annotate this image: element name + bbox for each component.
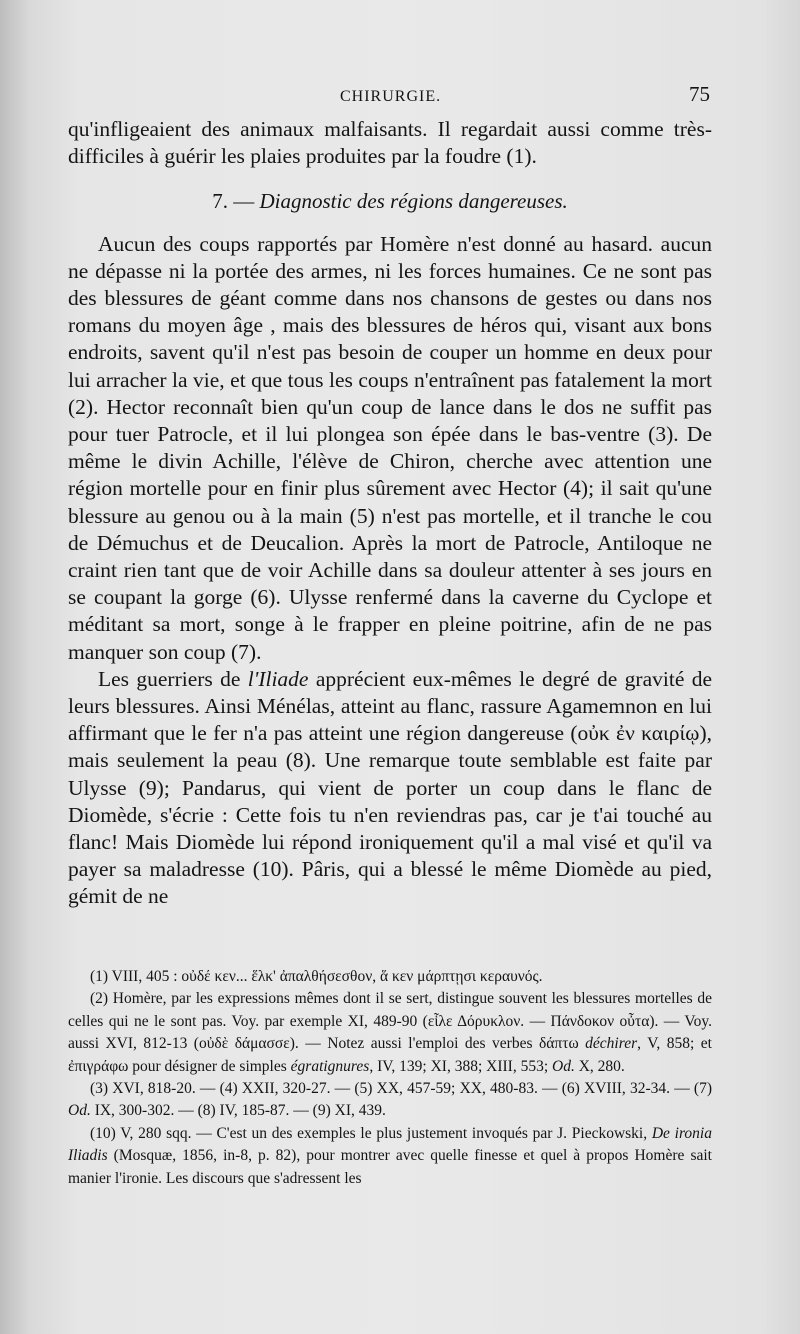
footnotes-3-9-text: (3) XVI, 818-20. — (4) XXII, 320-27. — (5) XX, 457-59; XX, 480-83. — (6) XVIII, 32-34. — (7) <box>90 1080 712 1098</box>
footnotes-3-9-text-b: IX, 300-302. — (8) IV, 185-87. — (9) XI, 439. <box>90 1102 386 1120</box>
page-number: 75 <box>689 82 710 106</box>
footnote-2-italic-od: Od. <box>552 1057 575 1075</box>
section-heading <box>68 188 712 215</box>
footnote-10-text: (10) V, 280 sqq. — C'est un des exemples le plus justement invoqués par J. Pieckowski, <box>90 1124 652 1142</box>
footnote-2-text: (2) Homère, par les expressions mêmes dont il se sert, distingue souvent les blessures mortelles de celles qui ne le sont pas. Voy. par exemple XI, 489-90 (εἷλε Δόρυκλον. — Πάνδοκον οὖτα). — Voy. aussi XVI, 812-13 (οὐδὲ δάμασσε). — Notez aussi l'emploi des verbes δάπτω <box>68 990 712 1053</box>
paragraph-1: Aucun des coups rapportés par Homère n'est donné au hasard. aucun ne dépasse ni la portée des armes, ni les forces humaines. Ce ne sont pas des blessures de géant comme dans nos chansons de gestes ou dans nos romans du moyen âge , mais des blessures de héros qui, visant aux bons endroits, savent qu'il n'est pas besoin de couper un homme en deux pour lui arracher la vie, et que tous les coups n'entraînent pas fatalement la mort (2). Hector reconnaît bien qu'un coup de lance dans le dos ne suffit pas pour tuer Patrocle, et il lui plongea son épée dans le bas-ventre (3). De même le divin Achille, l'élève de Chiron, cherche avec attention une région mortelle pour en finir plus sûrement avec Hector (4); il sait qu'une blessure au genou ou à la main (5) n'est pas mortelle, et il tranche le cou de Démuchus et de Deucalion. Après la mort de Patrocle, Antiloque ne craint rien tant que de voir Achille dans sa douleur attenter à ses jours en se coupant la gorge (6). Ulysse renfermé dans la caverne du Cyclope et méditant sa mort, songe à le frapper en pleine poitrine, afin de ne pas manquer son coup (7). <box>68 231 712 664</box>
footnote-2-text-d: X, 280. <box>574 1057 625 1075</box>
running-head <box>70 82 710 114</box>
footnotes-3-9-italic-od: Od. <box>68 1102 91 1120</box>
running-title: CHIRURGIE. <box>340 88 442 105</box>
footnote-10-text-b: (Mosquæ, 1856, in-8, p. 82), pour montrer avec quelle finesse et quel à propos Homère sait manier l'ironie. Les discours que s'adressent les <box>68 1147 712 1187</box>
body-text <box>68 116 712 911</box>
footnote-10 <box>68 1123 712 1190</box>
iliade-title: l'Iliade <box>247 666 309 691</box>
footnote-2 <box>68 988 712 1078</box>
footnote-2-italic-dechirer: déchirer <box>585 1035 638 1053</box>
paragraph-2-rest: apprécient eux-mêmes le degré de gravité de leurs blessures. Ainsi Ménélas, atteint au flanc, rassure Agamemnon en lui affirmant que le fer n'a pas atteint une région dangereuse (οὐκ ἐν καιρίῳ), mais seulement la peau (8). Une remarque toute semblable est faite par Ulysse (9); Pandarus, qui vient de porter un coup dans le flanc de Diomède, s'écrie : Cette fois tu n'en reviendras pas, car je t'ai touché au flanc! Mais Diomède lui répond ironiquement qu'il a mal visé et qu'il va payer sa maladresse (10). Pâris, qui a blessé le même Diomède au pied, gémit de ne <box>68 666 712 909</box>
opening-paragraph: qu'infligeaient des animaux malfaisants. Il regardait aussi comme très-difficiles à guérir les plaies produites par la foudre (1). <box>68 117 712 169</box>
section-number: 7. — <box>212 189 255 214</box>
footnote-1: (1) VIII, 405 : οὐδέ κεν... ἕλκ' ἀπαλθήσεσθον, ἅ κεν μάρπτῃσι κεραυνός. <box>90 968 543 985</box>
paragraph-2 <box>68 666 712 911</box>
footnote-2-text-b: , V, 858; et ἐπιγράφω pour désigner de simples <box>68 1035 712 1075</box>
footnotes <box>68 966 712 1190</box>
paragraph-2-start: Les guerriers de <box>98 666 248 691</box>
footnote-10-italic-title: De ironia Iliadis <box>68 1124 712 1165</box>
section-title: Diagnostic des régions dangereuses. <box>259 189 568 214</box>
footnote-2-text-c: , IV, 139; XI, 388; XIII, 553; <box>369 1057 552 1075</box>
footnote-2-italic-egratignures: égratignures <box>290 1057 370 1075</box>
footnotes-3-to-9 <box>68 1078 712 1123</box>
